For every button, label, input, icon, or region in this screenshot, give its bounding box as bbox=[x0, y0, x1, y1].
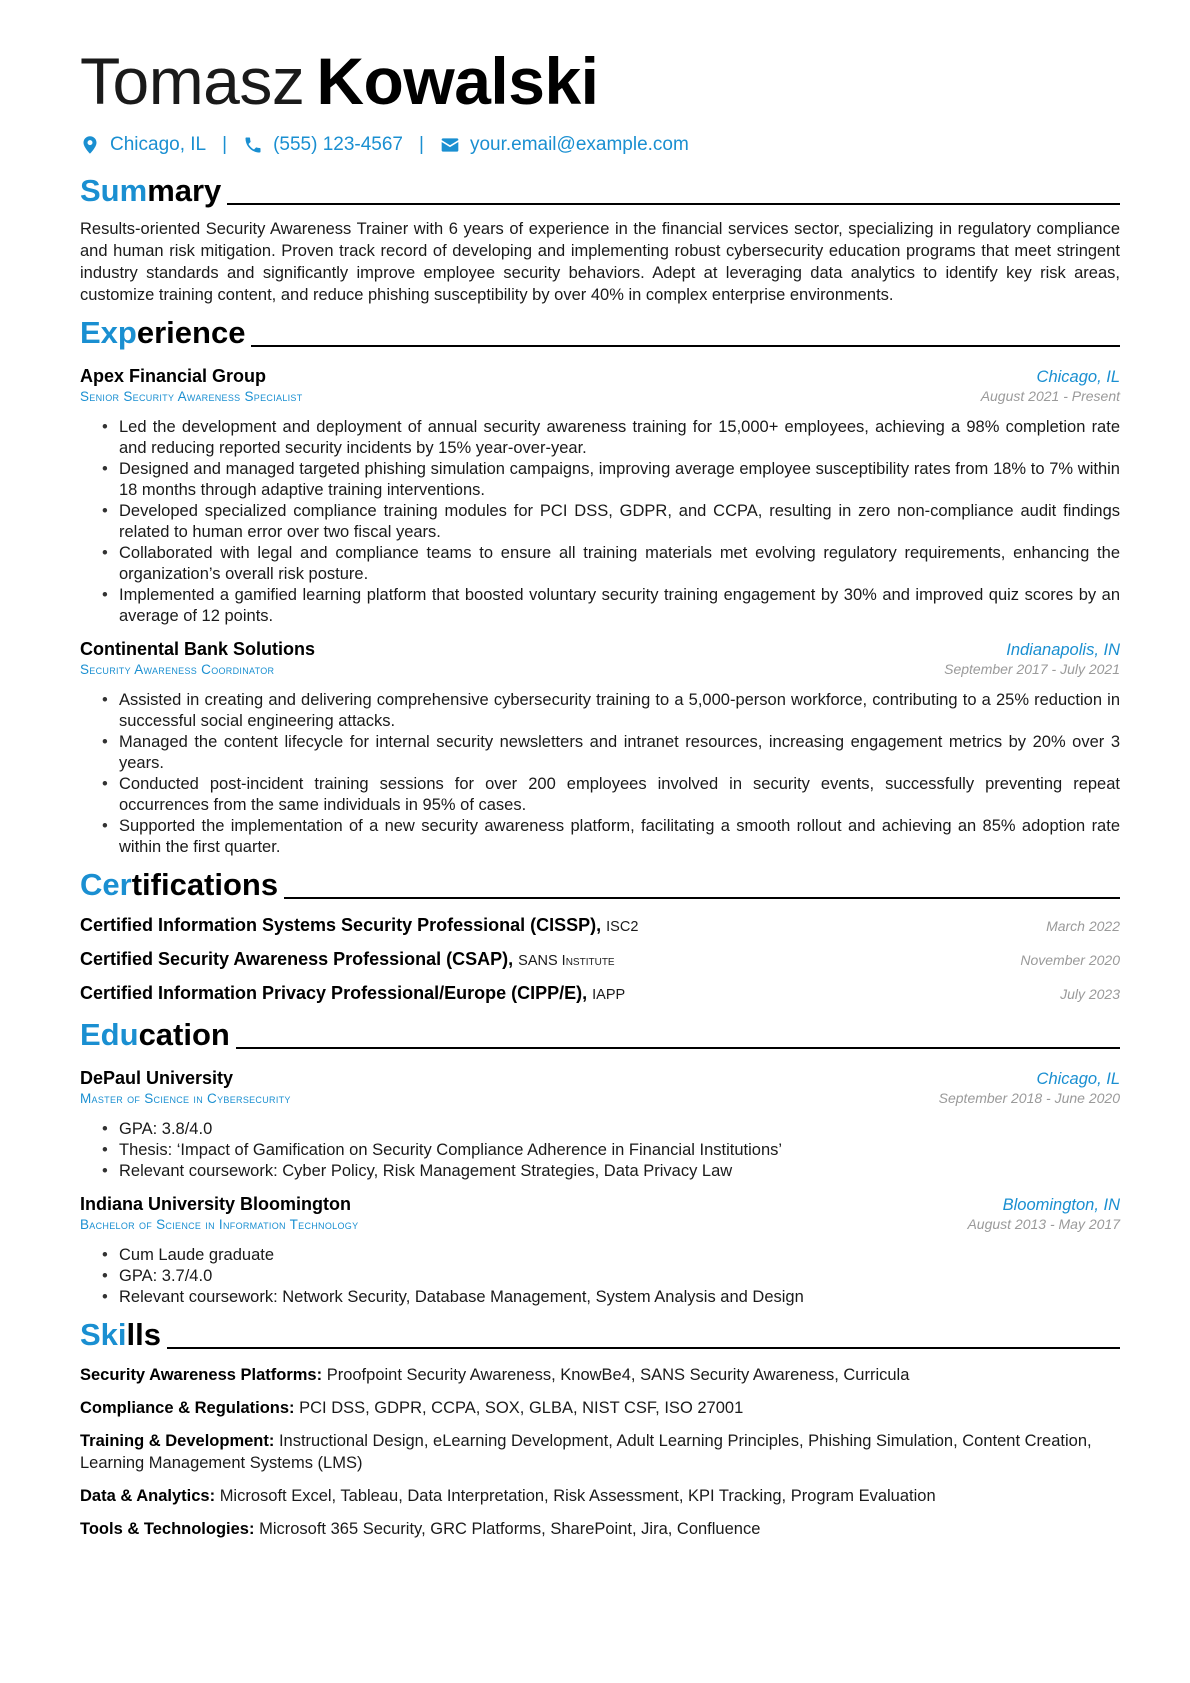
company-name: Apex Financial Group bbox=[80, 366, 267, 386]
map-pin-icon bbox=[80, 135, 100, 155]
section-rule bbox=[251, 345, 1120, 347]
contact-location bbox=[80, 134, 206, 156]
skill-row bbox=[80, 1430, 1120, 1474]
list-item: • Thesis: ‘Impact of Gamification on Security Compliance Adherence in Financial Institutions’ bbox=[102, 1140, 1120, 1161]
certifications-heading-rest: tifications bbox=[131, 867, 279, 902]
certification-name: Certified Security Awareness Professional (CSAP) bbox=[80, 949, 509, 969]
degree: Bachelor of Science in Information Technology bbox=[80, 1217, 359, 1232]
job-title: Senior Security Awareness Specialist bbox=[80, 389, 303, 404]
list-item: • Led the development and deployment of annual security awareness training for 15,000+ employees, achieving a 98% completion rate and reducing reported security incidents by 15% year-over-year. bbox=[102, 417, 1120, 459]
contact-line bbox=[80, 130, 1120, 160]
certification-item: Certified Security Awareness Professional (CSAP), SANS Institute November 2020 bbox=[80, 942, 1120, 976]
job-dates: September 2017 - July 2021 bbox=[944, 661, 1120, 677]
email-text: your.email@example.com bbox=[469, 134, 689, 155]
list-item: • Assisted in creating and delivering comprehensive cybersecurity training to a 5,000-person workforce, contributing to a 25% reduction in successful social engineering attacks. bbox=[102, 690, 1120, 732]
certification-name: Certified Information Privacy Professional/Europe (CIPP/E) bbox=[80, 983, 583, 1003]
education-heading bbox=[80, 1016, 1120, 1054]
education-entry bbox=[80, 1068, 1120, 1182]
school-location: Bloomington, IN bbox=[1002, 1196, 1120, 1214]
summary-heading-accent: Sum bbox=[80, 173, 148, 208]
section-rule bbox=[167, 1347, 1120, 1349]
skill-values: Microsoft Excel, Tableau, Data Interpretation, Risk Assessment, KPI Tracking, Program Evaluation bbox=[219, 1487, 936, 1505]
certifications-heading bbox=[80, 866, 1120, 904]
summary-heading bbox=[80, 172, 1120, 210]
skills-list bbox=[80, 1364, 1120, 1540]
job-location: Indianapolis, IN bbox=[1006, 641, 1120, 659]
location-text: Chicago, IL bbox=[110, 134, 207, 155]
certification-date: November 2020 bbox=[1020, 952, 1120, 968]
skill-category: Data & Analytics: bbox=[80, 1487, 216, 1505]
list-item: • Managed the content lifecycle for internal security newsletters and intranet resources, increasing engagement metrics by 20% over 3 years. bbox=[102, 732, 1120, 774]
experience-entry bbox=[80, 366, 1120, 627]
summary-text: Results-oriented Security Awareness Trainer with 6 years of experience in the financial services sector, specializing in regulatory compliance and human risk mitigation. Proven track record of developing and implementing robust cybersecurity education programs that meet stringent industry standards and significantly improve employee security behaviors. Adept at leveraging data analytics to identify key risk areas, customize training content, and reduce phishing susceptibility by over 40% in complex enterprise environments. bbox=[80, 220, 1120, 304]
contact-separator: | bbox=[419, 134, 424, 155]
list-item: • Collaborated with legal and compliance teams to ensure all training materials met evolving regulatory requirements, enhancing the organization’s overall risk posture. bbox=[102, 543, 1120, 585]
certification-issuer: ISC2 bbox=[606, 919, 639, 935]
education-entry bbox=[80, 1194, 1120, 1308]
experience-heading-rest: erience bbox=[136, 315, 246, 350]
company-name: Continental Bank Solutions bbox=[80, 639, 316, 659]
skill-category: Compliance & Regulations: bbox=[80, 1399, 295, 1417]
list-item: • Relevant coursework: Cyber Policy, Risk Management Strategies, Data Privacy Law bbox=[102, 1161, 1120, 1182]
school-name: Indiana University Bloomington bbox=[80, 1194, 352, 1214]
skill-row bbox=[80, 1397, 1120, 1419]
job-dates: August 2021 - Present bbox=[980, 388, 1120, 404]
contact-phone[interactable] bbox=[243, 134, 403, 156]
education-heading-rest: cation bbox=[138, 1017, 230, 1052]
skills-heading bbox=[80, 1316, 1120, 1354]
skill-values: Microsoft 365 Security, GRC Platforms, SharePoint, Jira, Confluence bbox=[259, 1520, 761, 1538]
certification-item: Certified Information Systems Security Professional (CISSP), ISC2 March 2022 bbox=[80, 908, 1120, 942]
skill-values: Instructional Design, eLearning Development, Adult Learning Principles, Phishing Simulation, Content Creation, Learning Management Systems (LMS) bbox=[80, 1432, 1092, 1472]
skills-heading-rest: lls bbox=[126, 1317, 161, 1352]
skill-row bbox=[80, 1364, 1120, 1386]
phone-text: (555) 123-4567 bbox=[273, 134, 403, 155]
experience-heading-accent: Exp bbox=[80, 315, 137, 350]
resume-page bbox=[80, 0, 1120, 1551]
list-item: • Relevant coursework: Network Security, Database Management, System Analysis and Design bbox=[102, 1287, 1120, 1308]
phone-icon bbox=[243, 135, 263, 155]
skill-category: Tools & Technologies: bbox=[80, 1520, 255, 1538]
skills-heading-accent: Ski bbox=[80, 1317, 127, 1352]
certification-item: Certified Information Privacy Professional/Europe (CIPP/E), IAPP July 2023 bbox=[80, 976, 1120, 1010]
certification-name: Certified Information Systems Security Professional (CISSP) bbox=[80, 915, 597, 935]
skill-row bbox=[80, 1518, 1120, 1540]
degree: Master of Science in Cybersecurity bbox=[80, 1091, 291, 1106]
skill-row bbox=[80, 1485, 1120, 1507]
list-item: • GPA: 3.7/4.0 bbox=[102, 1266, 1120, 1287]
certifications-heading-accent: Cer bbox=[80, 867, 132, 902]
job-bullets bbox=[102, 417, 1120, 627]
full-name bbox=[80, 44, 1120, 118]
education-bullets bbox=[102, 1119, 1120, 1182]
skill-category: Training & Development: bbox=[80, 1432, 275, 1450]
section-rule bbox=[227, 203, 1120, 205]
skill-category: Security Awareness Platforms: bbox=[80, 1366, 323, 1384]
job-location: Chicago, IL bbox=[1036, 368, 1120, 386]
experience-heading bbox=[80, 314, 1120, 352]
certification-date: July 2023 bbox=[1060, 986, 1120, 1002]
list-item: • Conducted post-incident training sessions for over 200 employees involved in security events, successfully preventing repeat occurrences from the same individuals in 95% of cases. bbox=[102, 774, 1120, 816]
section-rule bbox=[236, 1047, 1120, 1049]
list-item: • GPA: 3.8/4.0 bbox=[102, 1119, 1120, 1140]
certification-issuer: IAPP bbox=[592, 987, 626, 1003]
skill-values: PCI DSS, GDPR, CCPA, SOX, GLBA, NIST CSF, ISO 27001 bbox=[299, 1399, 744, 1417]
envelope-icon bbox=[440, 135, 460, 155]
first-name: Tomasz bbox=[80, 44, 305, 118]
summary-heading-rest: mary bbox=[147, 173, 222, 208]
school-location: Chicago, IL bbox=[1036, 1070, 1120, 1088]
section-rule bbox=[284, 897, 1120, 899]
job-title: Security Awareness Coordinator bbox=[80, 662, 275, 677]
certification-issuer: SANS Institute bbox=[518, 953, 615, 969]
school-name: DePaul University bbox=[80, 1068, 234, 1088]
job-bullets bbox=[102, 690, 1120, 858]
list-item: • Cum Laude graduate bbox=[102, 1245, 1120, 1266]
certification-date: March 2022 bbox=[1046, 918, 1120, 934]
education-bullets bbox=[102, 1245, 1120, 1308]
list-item: • Supported the implementation of a new security awareness platform, facilitating a smooth rollout and achieving an 85% adoption rate within the first quarter. bbox=[102, 816, 1120, 858]
education-heading-accent: Edu bbox=[80, 1017, 139, 1052]
list-item: • Developed specialized compliance training modules for PCI DSS, GDPR, and CCPA, resulting in zero non-compliance audit findings related to human error over two fiscal years. bbox=[102, 501, 1120, 543]
contact-email[interactable] bbox=[440, 134, 689, 156]
list-item: • Implemented a gamified learning platform that boosted voluntary security training engagement by 30% and improved quiz scores by an average of 12 points. bbox=[102, 585, 1120, 627]
experience-entry bbox=[80, 639, 1120, 858]
list-item: • Designed and managed targeted phishing simulation campaigns, improving average employee susceptibility rates from 18% to 7% within 18 months through adaptive training interventions. bbox=[102, 459, 1120, 501]
last-name: Kowalski bbox=[316, 44, 599, 118]
skill-values: Proofpoint Security Awareness, KnowBe4, SANS Security Awareness, Curricula bbox=[326, 1366, 910, 1384]
certifications-list bbox=[80, 908, 1120, 1010]
contact-separator: | bbox=[222, 134, 228, 155]
education-dates: August 2013 - May 2017 bbox=[967, 1216, 1120, 1232]
education-dates: September 2018 - June 2020 bbox=[938, 1090, 1120, 1106]
